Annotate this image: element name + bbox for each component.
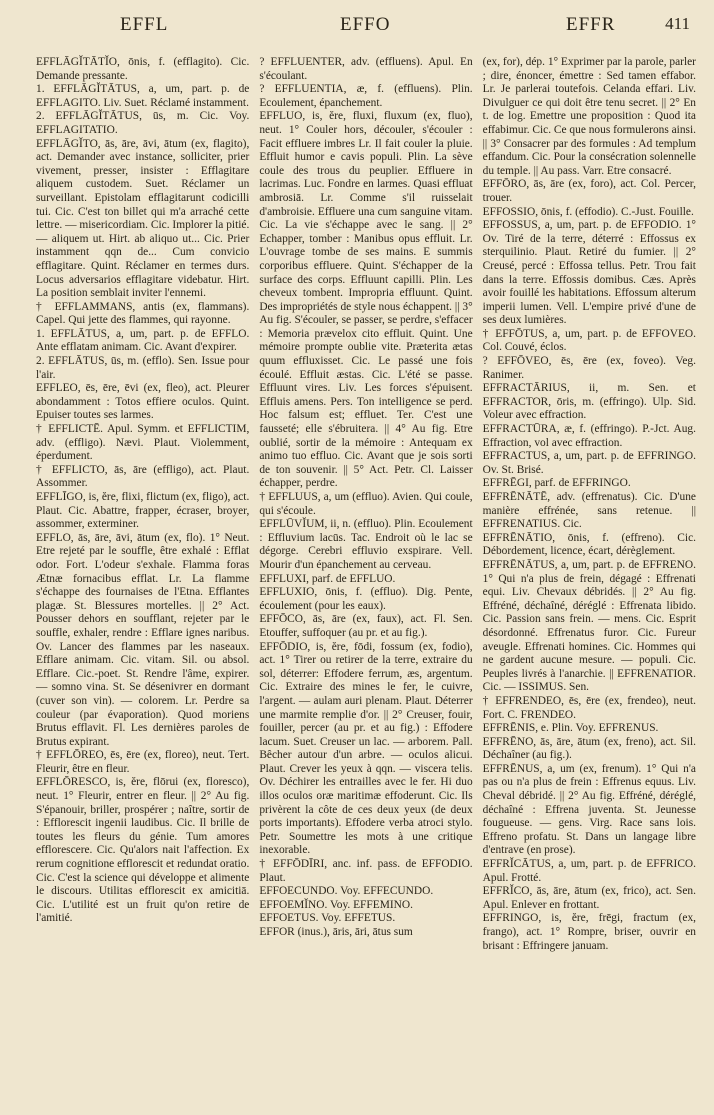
dictionary-entry: EFFLO, ās, āre, āvi, ātum (ex, flo). 1° Neut. Etre rejeté par le souffle, être exhalé : Efflat odor. Fort. L'odeur s'exhale. Flamma foras Ætnæ fornacibus efflat. Lr. La flamme s'échappe des fournaises de l'Etna. Efflantes plagæ. St. Blessures mortelles. || 2° Act. Pousser dehors en soufflant, rejeter par le souffle, exhaler, rendre : Efflare ignes naribus. Ov. Lancer des flammes par les naseaux. Efflare animam. Cic. vitam. Sil. ou absol. Efflare. Cic.-poet. St. Rendre l'âme, expirer. — somno vina. St. Se désenivrer en dormant (cuver son vin). — colorem. Lr. Perdre sa couleur (par évaporation). Quod moriens Brutus efflavit. Fl. Les dernières paroles de Brutus expirant. xyxy=(36,531,250,748)
dictionary-entry: EFFRĒNĀTIO, ōnis, f. (effreno). Cic. Débordement, licence, écart, dérèglement. xyxy=(482,531,696,558)
dictionary-entry: EFFLĀGĬTĀTĬO, ōnis, f. (efflagito). Cic. Demande pressante. xyxy=(36,56,250,82)
dictionary-entry: EFFRACTĀRIUS, ii, m. Sen. et EFFRACTOR, ōris, m. (effringo). Ulp. Sid. Voleur avec effraction. xyxy=(482,382,696,422)
dictionary-entry: EFFOSSUS, a, um, part. p. de EFFODIO. 1° Ov. Tiré de la terre, déterré : Effossus ex sterquilinio. Plaut. Retiré du fumier. || 2° Creusé, percé : Effossa tellus. Petr. Trou fait dans la terre. Effossis domibus. Cæs. Après avoir fouillé les habitations. Effossum alterum imperii lumen. Vell. L'empire privé d'une de ses deux lumières. xyxy=(482,219,696,327)
header-guide-word-left: EFFL xyxy=(120,14,169,35)
dictionary-entry: † EFFŌDĪRI, anc. inf. pass. de EFFODIO. Plaut. xyxy=(259,858,473,884)
dictionary-entry: EFFRĒNĀTĒ, adv. (effrenatus). Cic. D'une manière effrénée, sans retenue. || EFFRENATIUS. Cic. xyxy=(482,491,696,531)
dictionary-entry: † EFFLŌREO, ēs, ēre (ex, floreo), neut. Tert. Fleurir, être en fleur. xyxy=(36,749,250,775)
dictionary-entry: † EFFRENDEO, ēs, ēre (ex, frendeo), neut. Fort. C. FRENDEO. xyxy=(482,694,696,721)
page-number: 411 xyxy=(665,14,690,33)
dictionary-entry: EFFRACTŪRA, æ, f. (effringo). P.-Jct. Aug. Effraction, vol avec effraction. xyxy=(482,423,696,449)
dictionary-entry: † EFFŌTUS, a, um, part. p. de EFFOVEO. Col. Couvé, éclos. xyxy=(482,327,696,354)
dictionary-entry: EFFOECUNDO. Voy. EFFECUNDO. xyxy=(259,885,434,898)
dictionary-entry: ? EFFLUENTER, adv. (effluens). Apul. En s'écoulant. xyxy=(259,56,473,82)
dictionary-entry: 1. EFFLĀTUS, a, um, part. p. de EFFLO. Ante efflatam animam. Cic. Avant d'expirer. xyxy=(36,327,250,354)
dictionary-entry: EFFRĒNĀTUS, a, um, part. p. de EFFRENO. 1° Qui n'a plus de frein, dégagé : Effrenati equi. Liv. Chevaux débridés. || 2° Au fig. Effréné, déchaîné, déréglé : Effrenata libido. Cic. Passion sans frein. — mens. Cic. Esprit désordonné. Effrenatus furor. Cic. Fureur aveugle. Effrenati homines. Cic. Hommes qui ne gardent aucune mesure. — populi. Cic. Peuples livrés à l'anarchie. || EFFRENATIOR. Cic. — ISSIMUS. Sen. xyxy=(482,558,696,694)
dictionary-entry: EFFLEO, ēs, ēre, ēvi (ex, fleo), act. Pleurer abondamment : Totos effiere oculos. Quint. Epuiser toutes ses larmes. xyxy=(36,382,250,422)
header-guide-word-center: EFFO xyxy=(340,14,391,35)
dictionary-entry: † EFFLICTO, ās, āre (effligo), act. Plaut. Assommer. xyxy=(36,463,250,490)
dictionary-entry: EFFLUO, is, ĕre, fluxi, fluxum (ex, fluo), neut. 1° Couler hors, découler, s'écouler : Facit effluere imbres Lr. Il fait couler la pluie. Effluit humor e cavis populi. Plin. La sève coule des trous du peuplier. Effluere in lacrimas. Luc. Fondre en larmes. Quasi effluat ambrosiā. Lr. Comme s'il ruisselait d'ambroisie. Effluere una cum sanguine vitam. Cic. La vie s'échappe avec le sang. || 2° Echapper, tomber : Manibus opus effluit. Lr. L'ouvrage tombe de ses mains. E summis corporibus effluere. Quint. S'échapper de la surface des corps. Effluunt capilli. Plin. Les cheveux tombent. Impropria effluunt. Quint. Des impropriétés de style nous échappent. || 3° Au fig. S'écouler, se passer, se perdre, s'effacer : Memoria prævelox cito effluit. Quint. Une mémoire prompte oublie vite. Præterita ætas quum effluxisset. Cic. Le passé une fois écoulé. Effluit æstas. Cic. L'été se passe. Effluunt vires. Liv. Les forces s'épuisent. Effluis amens. Pers. Ton intelligence se perd. Hoc falsum est; effluet. Ter. C'est une fausseté; elle s'ébruitera. || 4° Au fig. Etre oublié, sortir de la mémoire : Antequam ex animo tuo effluo. Cic. Avant que je sois sorti de ton souvenir. || 5° Act. Petr. Cl. Laisser échapper, perdre. xyxy=(259,110,473,490)
dictionary-entry: EFFLŪVĬUM, ii, n. (effluo). Plin. Ecoulement : Effluvium lacūs. Tac. Endroit où le lac se dégorge. Cerebri effluvio exspirare. Vell. Mourir d'un épanchement au cerveau. xyxy=(259,518,473,571)
dictionary-entry: EFFRĒNUS, a, um (ex, frenum). 1° Qui n'a pas ou n'a plus de frein : Effrenus equus. Liv. Cheval débridé. || 2° Au fig. Effréné, déréglé, déchaîné : Effrena juventa. St. Jeunesse fougueuse. — gens. Virg. Race sans lois. Effreno profatu. St. Dans un langage libre d'entrave (en prose). xyxy=(482,762,696,857)
dictionary-entry: EFFRĬCO, ās, āre, ātum (ex, frico), act. Sen. Apul. Enlever en frottant. xyxy=(482,885,696,911)
dictionary-entry: EFFLĪGO, is, ĕre, flixi, flictum (ex, fligo), act. Plaut. Cic. Abattre, frapper, écraser, broyer, assommer, exterminer. xyxy=(36,491,250,531)
dictionary-entry: EFFRINGO, is, ĕre, frēgi, fractum (ex, frango), act. 1° Rompre, briser, ouvrir en brisant : Effringere januam. xyxy=(482,912,696,952)
column-center xyxy=(259,56,472,940)
dictionary-entry: EFFRACTUS, a, um, part. p. de EFFRINGO. Ov. St. Brisé. xyxy=(482,450,696,476)
dictionary-entry: EFFOR (inus.), āris, āri, ātus sum xyxy=(259,926,413,938)
column-right xyxy=(483,56,696,953)
dictionary-entry: ? EFFŌVEO, ēs, ēre (ex, foveo). Veg. Ranimer. xyxy=(482,355,696,381)
dictionary-entry: EFFRĒGI, parf. de EFFRINGO. xyxy=(482,477,631,490)
dictionary-entry: (ex, for), dép. 1° Exprimer par la parole, parler ; dire, énoncer, émettre : Sed tamen effabor. Lr. Je parlerai toutefois. Celanda effari. Liv. Divulguer ce qui doit être tenu secret. || 2° En t. de log. Emettre une proposition : Quod ita effabimur. Cic. Ce que nous formulerons ainsi. || 3° Consacrer par des formules : Ad templum effandum. Cic. Pour la consécration solennelle du temple. || Au pass. Varr. Etre consacré. xyxy=(482,56,696,177)
dictionary-entry: EFFRĬCĀTUS, a, um, part. p. de EFFRICO. Apul. Frotté. xyxy=(482,858,696,884)
running-header xyxy=(36,14,696,56)
dictionary-entry: † EFFLAMMANS, antis (ex, flammans). Capel. Qui jette des flammes, qui rayonne. xyxy=(36,300,250,327)
header-guide-word-right: EFFR xyxy=(566,14,616,35)
dictionary-entry: EFFLUXIO, ōnis, f. (effluo). Dig. Pente, écoulement (pour les eaux). xyxy=(259,586,473,612)
dictionary-entry: 2. EFFLĀGĬTĀTUS, ūs, m. Cic. Voy. EFFLAGITATIO. xyxy=(36,110,250,136)
dictionary-entry: EFFRĒNO, ās, āre, ātum (ex, freno), act. Sil. Déchaîner (au fig.). xyxy=(482,735,696,762)
columns xyxy=(36,56,696,953)
dictionary-entry: EFFLUXI, parf. de EFFLUO. xyxy=(259,572,396,585)
dictionary-entry: EFFŌRO, ās, āre (ex, foro), act. Col. Percer, trouer. xyxy=(482,178,696,204)
dictionary-entry: † EFFLUUS, a, um (effluo). Avien. Qui coule, qui s'écoule. xyxy=(259,491,473,517)
dictionary-entry: EFFOEMĬNO. Voy. EFFEMINO. xyxy=(259,898,413,911)
dictionary-entry: EFFŌCO, ās, āre (ex, faux), act. Fl. Sen. Etouffer, suffoquer (au pr. et au fig.). xyxy=(259,613,473,639)
dictionary-entry: ? EFFLUENTIA, æ, f. (effluens). Plin. Ecoulement, épanchement. xyxy=(259,83,473,109)
dictionary-entry: 1. EFFLĀGĬTĀTUS, a, um, part. p. de EFFLAGITO. Liv. Suet. Réclamé instamment. xyxy=(36,83,250,109)
dictionary-entry: † EFFLICTĒ. Apul. Symm. et EFFLICTIM, adv. (effligo). Nævi. Plaut. Violemment, éperdument. xyxy=(36,423,250,463)
dictionary-entry: EFFLĀGĬTO, ās, āre, āvi, ātum (ex, flagito), act. Demander avec instance, solliciter, prier vivement, presser, insister : Efflagitare aliquem custodem. Suet. Réclamer un surveillant. Epistolam efflagitarunt codicilli tui. Cic. C'est ton billet qui m'a arraché cette lettre. — misericordiam. Cic. Implorer la pitié. — aliquem ut. Hirt. ab aliquo ut... Cic. Prier instamment qqn de... Cum convicio efflagitare. Quint. Réclamer en termes durs. Locus adversarios efflagitare videbatur. Hirt. La position semblait inviter l'ennemi. xyxy=(36,137,250,300)
dictionary-entry: 2. EFFLĀTUS, ūs, m. (efflo). Sen. Issue pour l'air. xyxy=(36,355,250,381)
dictionary-entry: EFFRĒNIS, e. Plin. Voy. EFFRENUS. xyxy=(482,722,659,735)
dictionary-entry: EFFOETUS. Voy. EFFETUS. xyxy=(259,912,396,925)
dictionary-entry: EFFLŌRESCO, is, ĕre, flōrui (ex, floresco), neut. 1° Fleurir, entrer en fleur. || 2° Au fig. S'épanouir, briller, prospérer ; naître, sortir de : Efflorescit ingenii laudibus. Cic. Il brille de toutes les fleurs du génie. Tum amores efflorescere. Cic. Qu'alors nait l'affection. Ex rerum cognitione efflorescit et redundat oratio. Cic. C'est la science qui développe et alimente le discours. Utilitas efflorescit ex amicitiā. Cic. L'utilité est un fruit qu'on retire de l'amitié. xyxy=(36,776,250,925)
column-left xyxy=(36,56,249,926)
dictionary-entry: EFFOSSIO, ōnis, f. (effodio). C.-Just. Fouille. xyxy=(482,205,694,218)
dictionary-entry: EFFŌDIO, is, ĕre, fōdi, fossum (ex, fodio), act. 1° Tirer ou retirer de la terre, extraire du sol, déterrer: Effodere ferrum, æs, argentum. Cic. Extraire des mines le fer, le cuivre, l'argent. — aulam auri plenam. Plaut. Déterrer une marmite remplie d'or. || 2° Creuser, fouir, fouiller, percer (au pr. et au fig.) : Effodere lacum. Suet. Creuser un lac. — arborem. Pall. Bêcher autour d'un arbre. — oculos alicui. Plaut. Crever les yeux à qqn. — viscera telis. Ov. Déchirer les entrailles avec le fer. Hi duo illos oculos oræ maritimæ effoderunt. Cic. Ils privèrent la côte de ces deux yeux (de deux ports importants). Effodere verba atroci stylo. Petr. Soumettre les mots à une critique inexorable. xyxy=(259,640,473,857)
